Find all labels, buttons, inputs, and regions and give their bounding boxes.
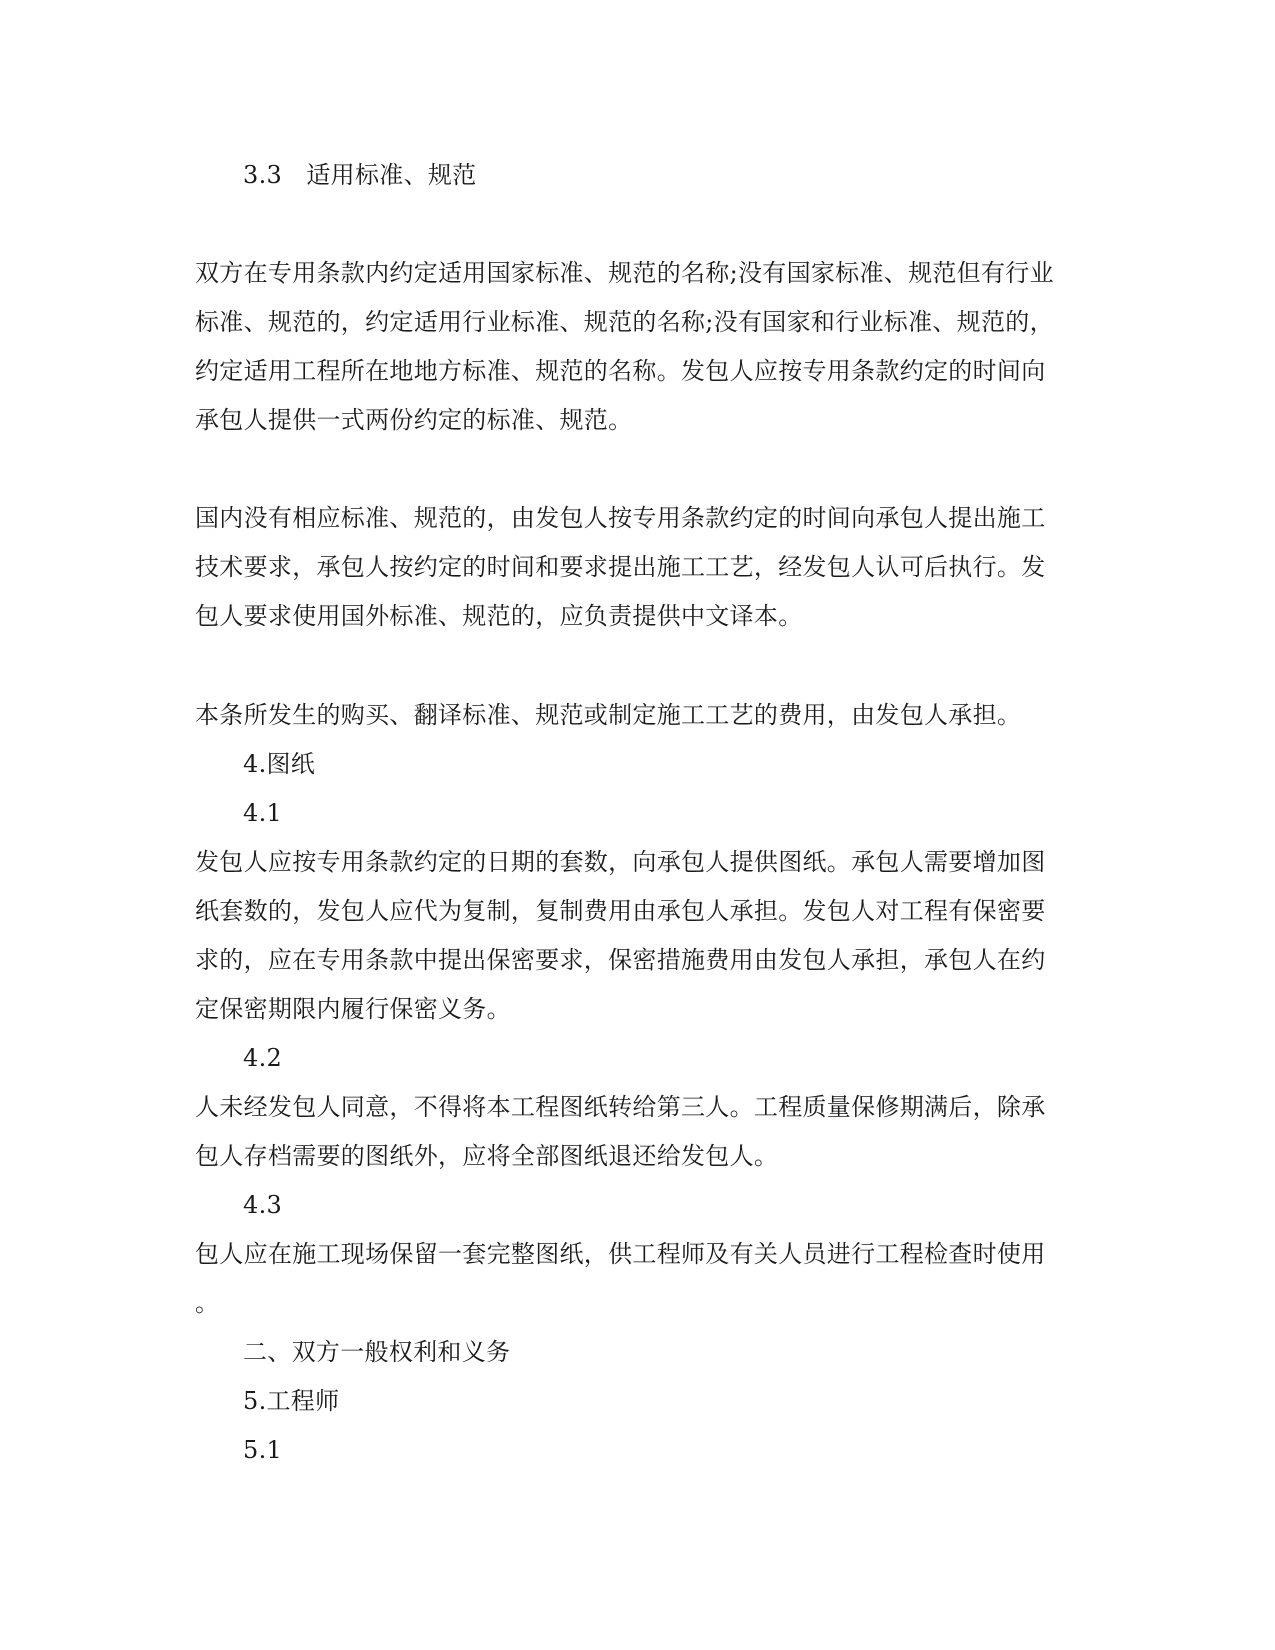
section-4-3-heading: 4.3 — [243, 1191, 283, 1219]
section-4-2-heading: 4.2 — [243, 1044, 283, 1072]
section-5-heading: 5.工程师 — [243, 1387, 340, 1415]
paragraph-line: 标准、规范的，约定适用行业标准、规范的名称;没有国家和行业标准、规范的， — [195, 308, 1054, 336]
paragraph-line: 人未经发包人同意，不得将本工程图纸转给第三人。工程质量保修期满后，除承 — [195, 1093, 1046, 1121]
paragraph-line: 定保密期限内履行保密义务。 — [195, 995, 511, 1023]
paragraph-line: 包人存档需要的图纸外，应将全部图纸退还给发包人。 — [195, 1142, 779, 1170]
paragraph-line: 约定适用工程所在地地方标准、规范的名称。发包人应按专用条款约定的时间向 — [195, 357, 1046, 385]
paragraph-line: 纸套数的，发包人应代为复制，复制费用由承包人承担。发包人对工程有保密要 — [195, 897, 1046, 925]
paragraph-line: 发包人应按专用条款约定的日期的套数，向承包人提供图纸。承包人需要增加图 — [195, 848, 1046, 876]
paragraph-line: 技术要求，承包人按约定的时间和要求提出施工工艺，经发包人认可后执行。发 — [195, 553, 1046, 581]
paragraph-line: 包人要求使用国外标准、规范的，应负责提供中文译本。 — [195, 602, 803, 630]
paragraph-line: 。 — [195, 1289, 220, 1317]
part-2-heading: 二、双方一般权利和义务 — [243, 1338, 511, 1366]
paragraph-line: 国内没有相应标准、规范的，由发包人按专用条款约定的时间向承包人提出施工 — [195, 504, 1046, 532]
section-4-1-heading: 4.1 — [243, 799, 283, 827]
section-3-3-heading: 3.3 适用标准、规范 — [243, 161, 477, 189]
section-4-heading: 4.图纸 — [243, 750, 316, 778]
section-5-1-heading: 5.1 — [243, 1436, 283, 1464]
paragraph-line: 承包人提供一式两份约定的标准、规范。 — [195, 406, 633, 434]
paragraph-line: 双方在专用条款内约定适用国家标准、规范的名称;没有国家标准、规范但有行业 — [195, 259, 1054, 287]
paragraph-line: 本条所发生的购买、翻译标准、规范或制定施工工艺的费用，由发包人承担。 — [195, 701, 1022, 729]
paragraph-line: 包人应在施工现场保留一套完整图纸，供工程师及有关人员进行工程检查时使用 — [195, 1240, 1046, 1268]
paragraph-line: 求的，应在专用条款中提出保密要求，保密措施费用由发包人承担，承包人在约 — [195, 946, 1046, 974]
